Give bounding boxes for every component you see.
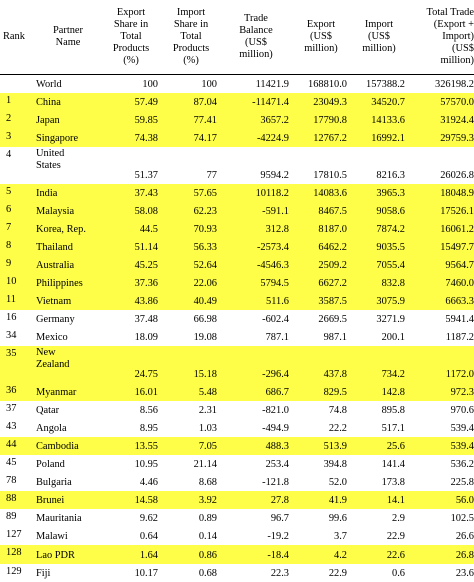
trade-balance-cell: -11471.4 bbox=[252, 97, 289, 109]
table-row bbox=[0, 564, 474, 582]
export-share-cell: 43.86 bbox=[134, 296, 158, 308]
trade-balance-cell: -494.9 bbox=[262, 422, 289, 434]
export-cell: 513.9 bbox=[323, 440, 347, 452]
total-trade-cell: 972.3 bbox=[450, 386, 474, 398]
import-share-cell: 1.03 bbox=[198, 422, 217, 434]
table-row bbox=[0, 328, 474, 346]
export-share-cell: 8.56 bbox=[139, 404, 158, 416]
import-cell: 157388.2 bbox=[366, 79, 405, 91]
import-share-cell: 0.89 bbox=[198, 513, 217, 525]
partner-name-cell: Singapore bbox=[36, 133, 79, 145]
trade-balance-cell: -4224.9 bbox=[256, 133, 289, 145]
import-cell: 895.8 bbox=[381, 404, 405, 416]
total-trade-cell: 15497.7 bbox=[440, 241, 474, 253]
header-export-share: Export Share in Total Products (%) bbox=[112, 7, 150, 66]
trade-balance-cell: 253.4 bbox=[265, 459, 289, 471]
export-share-cell: 4.46 bbox=[139, 477, 158, 489]
import-cell: 14133.6 bbox=[371, 115, 405, 127]
partner-name-cell: Qatar bbox=[36, 404, 60, 416]
import-cell: 2.9 bbox=[392, 513, 405, 525]
import-share-cell: 77 bbox=[206, 169, 217, 181]
import-cell: 9058.6 bbox=[376, 205, 405, 217]
trade-balance-cell: 27.8 bbox=[270, 495, 289, 507]
total-trade-cell: 26.6 bbox=[455, 531, 474, 543]
table-row bbox=[0, 437, 474, 455]
rank-cell: 89 bbox=[6, 511, 17, 523]
partner-name-cell: Cambodia bbox=[36, 440, 79, 452]
import-cell: 3965.3 bbox=[376, 187, 405, 199]
rank-cell: 36 bbox=[6, 384, 17, 396]
rank-cell: 1 bbox=[6, 95, 12, 107]
import-share-cell: 74.17 bbox=[193, 133, 217, 145]
trade-balance-cell: 787.1 bbox=[265, 332, 289, 344]
partner-name-cell: Australia bbox=[36, 260, 75, 272]
table-row bbox=[0, 527, 474, 545]
partner-name-cell: Brunei bbox=[36, 495, 65, 507]
rank-cell: 35 bbox=[6, 348, 17, 360]
rank-cell: 2 bbox=[6, 113, 12, 125]
export-cell: 17810.5 bbox=[313, 169, 347, 181]
total-trade-cell: 16061.2 bbox=[440, 223, 474, 235]
export-cell: 12767.2 bbox=[313, 133, 347, 145]
trade-balance-cell: 22.3 bbox=[270, 567, 289, 579]
import-share-cell: 7.05 bbox=[198, 440, 217, 452]
export-share-cell: 16.01 bbox=[134, 386, 158, 398]
import-cell: 142.8 bbox=[381, 386, 405, 398]
import-share-cell: 0.68 bbox=[198, 567, 217, 579]
import-share-cell: 2.31 bbox=[198, 404, 217, 416]
export-cell: 829.5 bbox=[323, 386, 347, 398]
trade-balance-cell: 10118.2 bbox=[255, 187, 289, 199]
rank-cell: 16 bbox=[6, 312, 17, 324]
rank-cell: 10 bbox=[6, 276, 17, 288]
table-row bbox=[0, 455, 474, 473]
rank-cell: 129 bbox=[6, 565, 22, 577]
rank-cell: 37 bbox=[6, 402, 17, 414]
total-trade-cell: 23.6 bbox=[455, 567, 474, 579]
export-cell: 6462.2 bbox=[318, 241, 347, 253]
import-share-cell: 77.41 bbox=[193, 115, 217, 127]
export-share-cell: 59.85 bbox=[134, 115, 158, 127]
partner-name-cell: Bulgaria bbox=[36, 477, 72, 489]
export-cell: 23049.3 bbox=[313, 97, 347, 109]
table-row bbox=[0, 292, 474, 310]
trade-balance-cell: -4546.3 bbox=[256, 260, 289, 272]
export-cell: 2509.2 bbox=[318, 260, 347, 272]
export-cell: 74.8 bbox=[328, 404, 347, 416]
export-cell: 52.0 bbox=[328, 477, 347, 489]
table-row bbox=[0, 75, 474, 93]
rank-cell: 88 bbox=[6, 493, 17, 505]
export-share-cell: 14.58 bbox=[134, 495, 158, 507]
total-trade-cell: 9564.7 bbox=[445, 260, 474, 272]
export-share-cell: 51.37 bbox=[134, 169, 158, 181]
header-export: Export (US$ million) bbox=[304, 19, 338, 54]
export-share-cell: 18.09 bbox=[134, 332, 158, 344]
export-share-cell: 13.55 bbox=[134, 440, 158, 452]
export-share-cell: 37.48 bbox=[134, 314, 158, 326]
rank-cell: 4 bbox=[6, 149, 12, 161]
import-cell: 141.4 bbox=[381, 459, 405, 471]
import-cell: 8216.3 bbox=[376, 169, 405, 181]
export-cell: 6627.2 bbox=[318, 278, 347, 290]
export-share-cell: 0.64 bbox=[139, 531, 158, 543]
import-cell: 7874.2 bbox=[376, 223, 405, 235]
header-import: Import (US$ million) bbox=[362, 19, 396, 54]
export-cell: 987.1 bbox=[323, 332, 347, 344]
total-trade-cell: 57570.0 bbox=[440, 97, 474, 109]
table-row bbox=[0, 238, 474, 256]
export-cell: 2669.5 bbox=[318, 314, 347, 326]
total-trade-cell: 225.8 bbox=[450, 477, 474, 489]
total-trade-cell: 18048.9 bbox=[440, 187, 474, 199]
rank-cell: 128 bbox=[6, 547, 22, 559]
rank-cell: 11 bbox=[6, 294, 17, 306]
import-share-cell: 56.33 bbox=[193, 241, 217, 253]
import-cell: 25.6 bbox=[386, 440, 405, 452]
total-trade-cell: 26026.8 bbox=[440, 169, 474, 181]
export-share-cell: 10.95 bbox=[134, 459, 158, 471]
trade-balance-cell: 96.7 bbox=[270, 513, 289, 525]
import-share-cell: 62.23 bbox=[193, 205, 217, 217]
trade-balance-cell: -121.8 bbox=[262, 477, 289, 489]
trade-balance-cell: 5794.5 bbox=[260, 278, 289, 290]
partner-name-cell: Mauritania bbox=[36, 513, 82, 525]
import-share-cell: 100 bbox=[201, 79, 217, 91]
export-share-cell: 37.43 bbox=[134, 187, 158, 199]
partner-name-cell: New Zealand bbox=[36, 347, 70, 371]
table-row bbox=[0, 401, 474, 419]
partner-name-cell: Myanmar bbox=[36, 386, 77, 398]
total-trade-cell: 6663.3 bbox=[445, 296, 474, 308]
total-trade-cell: 970.6 bbox=[450, 404, 474, 416]
table-row bbox=[0, 256, 474, 274]
import-share-cell: 57.65 bbox=[193, 187, 217, 199]
partner-name-cell: World bbox=[36, 79, 62, 91]
import-cell: 34520.7 bbox=[371, 97, 405, 109]
import-share-cell: 15.18 bbox=[193, 368, 217, 380]
trade-balance-cell: 11421.9 bbox=[255, 79, 289, 91]
total-trade-cell: 536.2 bbox=[450, 459, 474, 471]
partner-name-cell: Fiji bbox=[36, 567, 51, 579]
import-cell: 22.6 bbox=[386, 549, 405, 561]
import-share-cell: 8.68 bbox=[198, 477, 217, 489]
import-share-cell: 66.98 bbox=[193, 314, 217, 326]
total-trade-cell: 31924.4 bbox=[440, 115, 474, 127]
rank-cell: 127 bbox=[6, 529, 22, 541]
import-cell: 22.9 bbox=[386, 531, 405, 543]
table-header bbox=[0, 0, 474, 75]
import-share-cell: 3.92 bbox=[198, 495, 217, 507]
total-trade-cell: 539.4 bbox=[450, 422, 474, 434]
import-share-cell: 5.48 bbox=[198, 386, 217, 398]
export-cell: 3.7 bbox=[334, 531, 347, 543]
import-share-cell: 22.06 bbox=[193, 278, 217, 290]
table-row bbox=[0, 202, 474, 220]
total-trade-cell: 17526.1 bbox=[440, 205, 474, 217]
partner-name-cell: United States bbox=[36, 148, 65, 172]
import-cell: 832.8 bbox=[381, 278, 405, 290]
partner-name-cell: Angola bbox=[36, 422, 67, 434]
export-share-cell: 24.75 bbox=[134, 368, 158, 380]
import-share-cell: 21.14 bbox=[193, 459, 217, 471]
table-row bbox=[0, 111, 474, 129]
export-share-cell: 1.64 bbox=[139, 549, 158, 561]
export-cell: 22.2 bbox=[328, 422, 347, 434]
table-row bbox=[0, 473, 474, 491]
partner-name-cell: Malawi bbox=[36, 531, 68, 543]
export-cell: 8467.5 bbox=[318, 205, 347, 217]
table-row bbox=[0, 419, 474, 437]
rank-cell: 44 bbox=[6, 438, 17, 450]
rank-cell: 45 bbox=[6, 456, 17, 468]
import-cell: 517.1 bbox=[381, 422, 405, 434]
export-share-cell: 57.49 bbox=[134, 97, 158, 109]
total-trade-cell: 56.0 bbox=[455, 495, 474, 507]
table-row bbox=[0, 274, 474, 292]
export-cell: 14083.6 bbox=[313, 187, 347, 199]
total-trade-cell: 29759.3 bbox=[440, 133, 474, 145]
export-cell: 17790.8 bbox=[313, 115, 347, 127]
export-cell: 437.8 bbox=[323, 368, 347, 380]
trade-balance-cell: 3657.2 bbox=[260, 115, 289, 127]
partner-name-cell: Malaysia bbox=[36, 205, 75, 217]
export-share-cell: 51.14 bbox=[134, 241, 158, 253]
rank-cell: 9 bbox=[6, 257, 12, 269]
table-row bbox=[0, 93, 474, 111]
trade-balance-cell: -296.4 bbox=[262, 368, 289, 380]
table-row bbox=[0, 491, 474, 509]
import-share-cell: 19.08 bbox=[193, 332, 217, 344]
partner-name-cell: Vietnam bbox=[36, 296, 72, 308]
trade-balance-cell: -821.0 bbox=[262, 404, 289, 416]
export-share-cell: 37.36 bbox=[134, 278, 158, 290]
partner-name-cell: Thailand bbox=[36, 241, 73, 253]
partner-name-cell: Mexico bbox=[36, 332, 68, 344]
import-share-cell: 52.64 bbox=[193, 260, 217, 272]
import-cell: 734.2 bbox=[381, 368, 405, 380]
import-cell: 9035.5 bbox=[376, 241, 405, 253]
export-cell: 168810.0 bbox=[308, 79, 347, 91]
partner-name-cell: Japan bbox=[36, 115, 60, 127]
rank-cell: 8 bbox=[6, 239, 12, 251]
table-row bbox=[0, 147, 474, 183]
partner-name-cell: India bbox=[36, 187, 58, 199]
partner-name-cell: Philippines bbox=[36, 278, 83, 290]
total-trade-cell: 1187.2 bbox=[445, 332, 474, 344]
trade-balance-cell: 488.3 bbox=[265, 440, 289, 452]
rank-cell: 43 bbox=[6, 420, 17, 432]
total-trade-cell: 539.4 bbox=[450, 440, 474, 452]
partner-name-cell: Lao PDR bbox=[36, 549, 75, 561]
header-partner-name: Partner Name bbox=[52, 25, 83, 48]
rank-cell: 5 bbox=[6, 185, 12, 197]
import-share-cell: 0.14 bbox=[198, 531, 217, 543]
trade-balance-cell: 9594.2 bbox=[260, 169, 289, 181]
partner-name-cell: Germany bbox=[36, 314, 75, 326]
export-share-cell: 8.95 bbox=[139, 422, 158, 434]
rank-cell: 34 bbox=[6, 330, 17, 342]
export-cell: 8187.0 bbox=[318, 223, 347, 235]
total-trade-cell: 5941.4 bbox=[445, 314, 474, 326]
table-row bbox=[0, 184, 474, 202]
export-share-cell: 45.25 bbox=[134, 260, 158, 272]
partner-name-cell: China bbox=[36, 97, 61, 109]
header-trade-balance: Trade Balance (US$ million) bbox=[239, 13, 273, 60]
export-cell: 4.2 bbox=[334, 549, 347, 561]
table-row bbox=[0, 545, 474, 563]
trade-balance-cell: -591.1 bbox=[262, 205, 289, 217]
export-share-cell: 100 bbox=[142, 79, 158, 91]
trade-balance-cell: -2573.4 bbox=[256, 241, 289, 253]
import-share-cell: 0.86 bbox=[198, 549, 217, 561]
trade-balance-cell: -18.4 bbox=[267, 549, 289, 561]
export-share-cell: 9.62 bbox=[139, 513, 158, 525]
rank-cell: 3 bbox=[6, 131, 12, 143]
table-row bbox=[0, 509, 474, 527]
export-cell: 99.6 bbox=[328, 513, 347, 525]
export-share-cell: 58.08 bbox=[134, 205, 158, 217]
rank-cell: 6 bbox=[6, 203, 12, 215]
total-trade-cell: 102.5 bbox=[450, 513, 474, 525]
header-total-trade: Total Trade (Export + Import) (US$ million) bbox=[426, 7, 474, 66]
export-cell: 22.9 bbox=[328, 567, 347, 579]
import-cell: 7055.4 bbox=[376, 260, 405, 272]
trade-balance-cell: 511.6 bbox=[266, 296, 289, 308]
trade-balance-cell: -602.4 bbox=[262, 314, 289, 326]
export-cell: 394.8 bbox=[323, 459, 347, 471]
trade-balance-cell: -19.2 bbox=[267, 531, 289, 543]
header-rank: Rank bbox=[3, 31, 25, 42]
rank-cell: 78 bbox=[6, 475, 17, 487]
table-row bbox=[0, 129, 474, 147]
import-cell: 0.6 bbox=[392, 567, 405, 579]
total-trade-cell: 26.8 bbox=[455, 549, 474, 561]
export-share-cell: 10.17 bbox=[134, 567, 158, 579]
table-row bbox=[0, 383, 474, 401]
import-share-cell: 70.93 bbox=[193, 223, 217, 235]
table-row bbox=[0, 346, 474, 382]
partner-name-cell: Poland bbox=[36, 459, 65, 471]
header-import-share: Import Share in Total Products (%) bbox=[172, 7, 210, 66]
total-trade-cell: 1172.0 bbox=[445, 368, 474, 380]
rank-cell: 7 bbox=[6, 221, 12, 233]
export-share-cell: 44.5 bbox=[139, 223, 158, 235]
trade-balance-cell: 312.8 bbox=[265, 223, 289, 235]
import-cell: 173.8 bbox=[381, 477, 405, 489]
partner-name-cell: Korea, Rep. bbox=[36, 223, 86, 235]
total-trade-cell: 326198.2 bbox=[435, 79, 474, 91]
total-trade-cell: 7460.0 bbox=[445, 278, 474, 290]
trade-balance-cell: 686.7 bbox=[265, 386, 289, 398]
import-cell: 3075.9 bbox=[376, 296, 405, 308]
import-cell: 3271.9 bbox=[376, 314, 405, 326]
table-row bbox=[0, 220, 474, 238]
import-share-cell: 40.49 bbox=[193, 296, 217, 308]
table-row bbox=[0, 310, 474, 328]
export-cell: 3587.5 bbox=[318, 296, 347, 308]
export-share-cell: 74.38 bbox=[134, 133, 158, 145]
table-body bbox=[0, 75, 474, 582]
import-cell: 14.1 bbox=[386, 495, 405, 507]
import-cell: 200.1 bbox=[381, 332, 405, 344]
export-cell: 41.9 bbox=[328, 495, 347, 507]
import-share-cell: 87.04 bbox=[193, 97, 217, 109]
import-cell: 16992.1 bbox=[371, 133, 405, 145]
